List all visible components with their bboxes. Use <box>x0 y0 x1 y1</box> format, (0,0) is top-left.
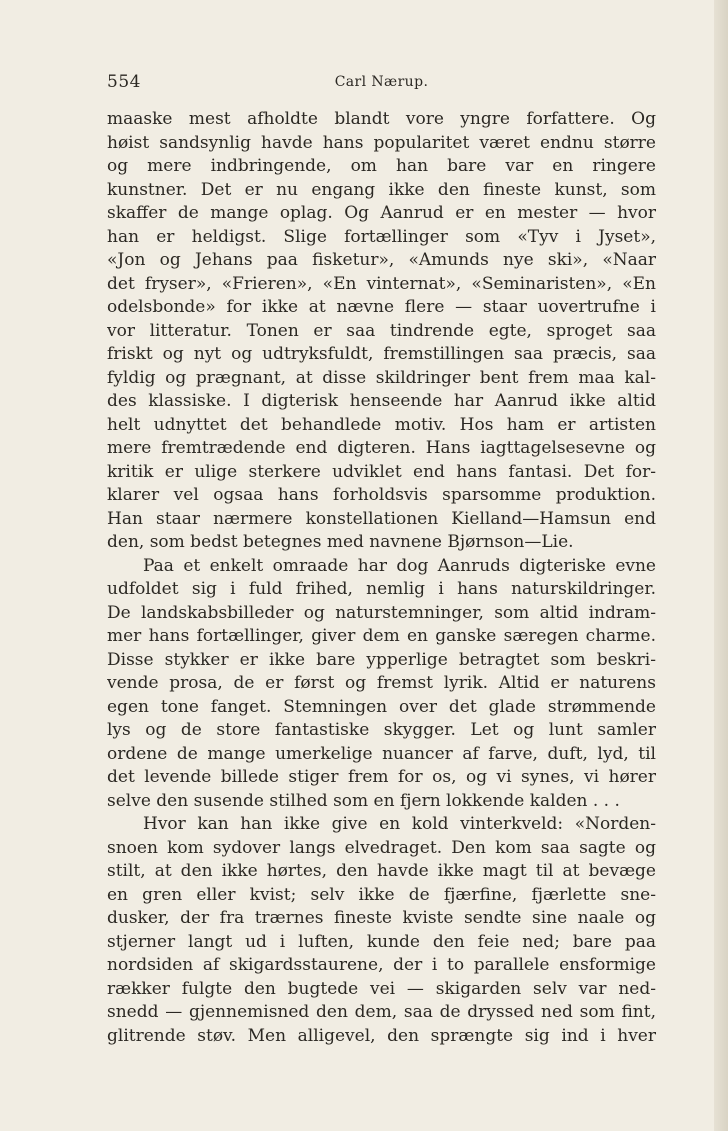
text-line: mere fremtrædende end digteren. Hans iagttagelsesevne og <box>107 438 656 458</box>
text-line: vende prosa, de er først og fremst lyrik. Altid er naturens <box>107 673 656 693</box>
text-line: det levende billede stiger frem for os, og vi synes, vi hører <box>107 767 656 787</box>
text-line: vor litteratur. Tonen er saa tindrende egte, sproget saa <box>107 320 656 341</box>
text-line: odelsbonde» for ikke at nævne flere — staar uovertrufne i <box>107 297 656 317</box>
text-line: en gren eller kvist; selv ikke de fjærfine, fjærlette sne- <box>107 884 656 905</box>
text-line: rækker fulgte den bugtede vei — skigarden selv var ned- <box>107 978 656 999</box>
text-line: des klassiske. I digterisk henseende har Aanrud ikke altid <box>107 391 656 411</box>
text-line: han er heldigst. Slige fortællinger som «Tyv i Jyset», <box>107 226 656 247</box>
text-line: snoen kom sydover langs elvedraget. Den kom saa sagte og <box>107 837 656 858</box>
text-line: selve den susende stilhed som en fjern lokkende kalden . . . <box>107 790 620 811</box>
text-line: maaske mest afholdte blandt vore yngre forfattere. Og <box>107 109 656 129</box>
page-header <box>107 68 656 96</box>
text-line: kritik er ulige sterkere udviklet end hans fantasi. Det for- <box>107 461 656 482</box>
body-text <box>107 108 656 1048</box>
text-line: fyldig og prægnant, at disse skildringer bent frem maa kal- <box>107 367 656 388</box>
text-line: udfoldet sig i fuld frihed, nemlig i hans naturskildringer. <box>107 579 656 599</box>
text-line: stilt, at den ikke hørtes, den havde ikke magt til at bevæge <box>107 861 656 881</box>
running-head: Carl Nærup. <box>334 74 429 90</box>
text-line: helt udnyttet det behandlede motiv. Hos ham er artisten <box>107 414 656 435</box>
text-line: Disse stykker er ikke bare ypperlige betragtet som beskri- <box>107 649 656 670</box>
text-line: friskt og nyt og udtryksfuldt, fremstillingen saa præcis, saa <box>107 344 656 364</box>
text-line: høist sandsynlig havde hans popularitet været endnu større <box>107 132 656 153</box>
text-line: «Jon og Jehans paa fisketur», «Amunds nye ski», «Naar <box>107 250 656 270</box>
text-line: dusker, der fra trærnes fineste kviste sendte sine naale og <box>107 908 656 928</box>
text-line: mer hans fortællinger, giver dem en ganske særegen charme. <box>107 626 656 646</box>
text-line: snedd — gjennemisned den dem, saa de dryssed ned som fint, <box>107 1002 656 1022</box>
text-line: klarer vel ogsaa hans forholdsvis sparsomme produktion. <box>107 485 656 505</box>
text-line: og mere indbringende, om han bare var en ringere <box>107 156 656 176</box>
text-line: kunstner. Det er nu engang ikke den fineste kunst, som <box>107 179 656 200</box>
text-line: De landskabsbilleder og naturstemninger, som altid indram- <box>107 602 656 623</box>
text-line: egen tone fanget. Stemningen over det glade strømmende <box>107 696 656 717</box>
text-line: glitrende støv. Men alligevel, den sprængte sig ind i hver <box>107 1025 656 1046</box>
text-line: det fryser», «Frieren», «En vinternat», «Seminaristen», «En <box>107 273 656 294</box>
text-line: Han staar nærmere konstellationen Kielland—Hamsun end <box>107 508 656 529</box>
page-number: 554 <box>107 72 141 92</box>
text-line: lys og de store fantastiske skygger. Let og lunt samler <box>107 720 656 740</box>
text-line: den, som bedst betegnes med navnene Bjørnson—Lie. <box>107 532 574 552</box>
text-line: Paa et enkelt omraade har dog Aanruds digteriske evne <box>143 555 656 576</box>
text-line: stjerner langt ud i luften, kunde den feie ned; bare paa <box>107 931 656 952</box>
text-line: skaffer de mange oplag. Og Aanrud er en mester — hvor <box>107 203 656 223</box>
text-line: Hvor kan han ikke give en kold vinterkveld: «Norden- <box>143 814 656 834</box>
text-line: nordsiden af skigardsstaurene, der i to parallele ensformige <box>107 955 656 975</box>
page-edge <box>714 0 728 1131</box>
text-line: ordene de mange umerkelige nuancer af farve, duft, lyd, til <box>107 743 656 764</box>
